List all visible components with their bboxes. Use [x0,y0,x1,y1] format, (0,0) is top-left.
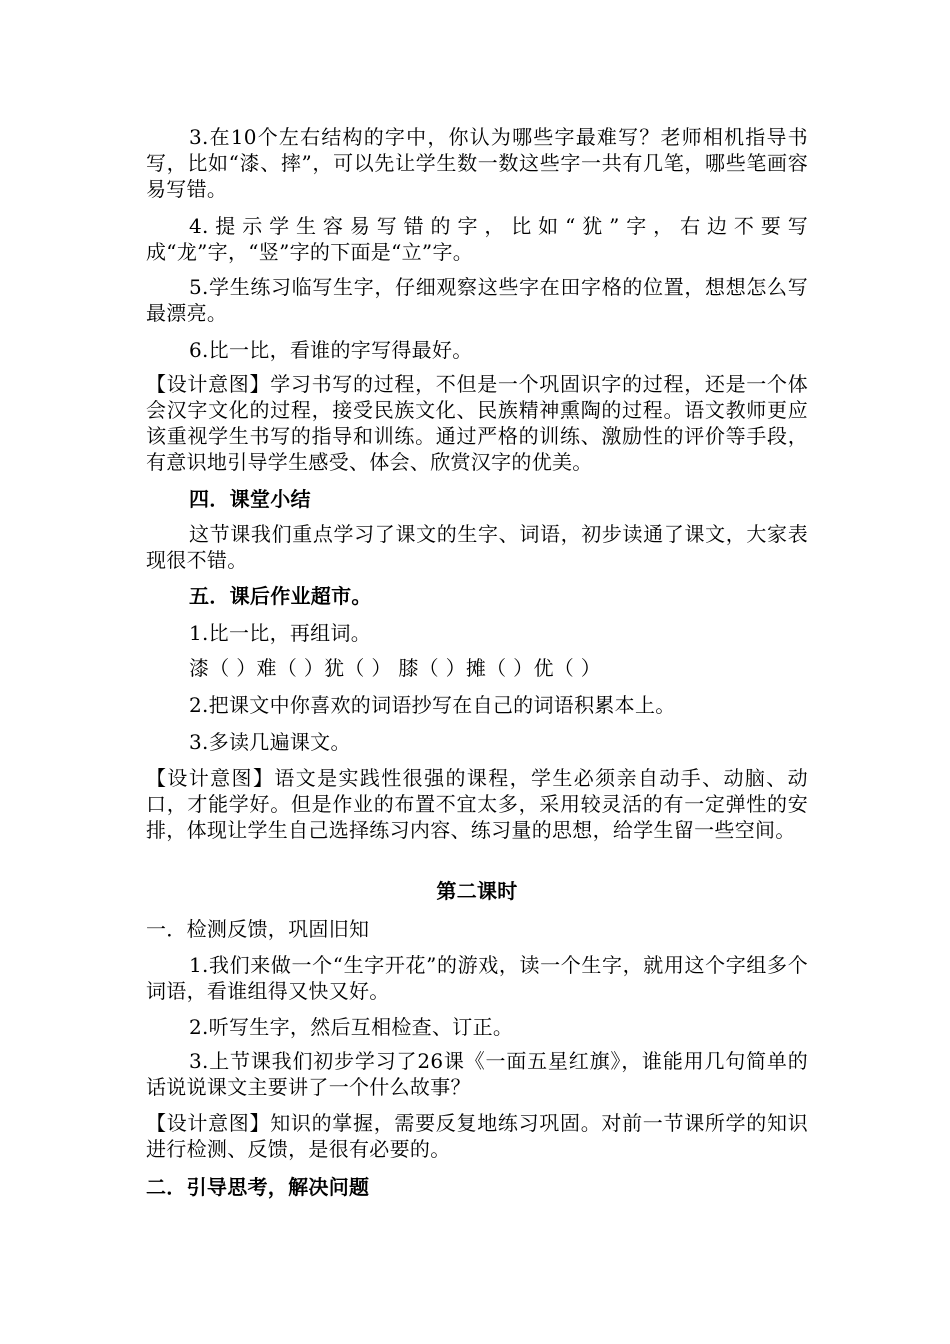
design-intent-paragraph-3: 【设计意图】知识的掌握，需要反复地练习巩固。对前一节课所学的知识进行检测、反馈，是很有必要的。 [146,1111,808,1161]
lesson-two-title: 第二课时 [436,879,518,903]
homework-item-1: 1.比一比，再组词。 [189,621,372,645]
step-5-paragraph: 5.学生练习临写生字，仔细观察这些字在田字格的位置，想想怎么写最漂亮。 [146,275,808,325]
step-6-paragraph: 6.比一比，看谁的字写得最好。 [189,338,473,362]
homework-item-2: 2.把课文中你喜欢的词语抄写在自己的词语积累本上。 [189,693,676,717]
homework-item-3: 3.多读几遍课文。 [189,730,351,754]
summary-paragraph: 这节课我们重点学习了课文的生字、词语，初步读通了课文，大家表现很不错。 [146,522,808,572]
section-heading-review: 一．检测反馈，巩固旧知 [146,917,370,941]
design-intent-paragraph-2: 【设计意图】语文是实践性很强的课程，学生必须亲自动手、动脑、动口，才能学好。但是作业的布置不宜太多，采用较灵活的有一定弹性的安排，体现让学生自己选择练习内容、练习量的思想，给学生留一些空间。 [146,766,808,842]
design-intent-paragraph-1: 【设计意图】学习书写的过程，不但是一个巩固识字的过程，还是一个体会汉字文化的过程，接受民族文化、民族精神熏陶的过程。语文教师更应该重视学生书写的指导和训练。通过严格的训练、激励性的评价等手段，有意识地引导学生感受、体会、欣赏汉字的优美。 [146,372,808,474]
section-heading-summary: 四．课堂小结 [189,487,311,511]
section-heading-guide: 二．引导思考，解决问题 [146,1175,370,1199]
review-item-2: 2.听写生字，然后互相检查、订正。 [189,1015,514,1039]
review-item-3: 3.上节课我们初步学习了26课《一面五星红旗》，谁能用几句简单的话说说课文主要讲了一个什么故事？ [146,1049,808,1099]
word-compare-row: 漆（ ）难（ ）犹（ ） 膝（ ）摊（ ）优（ ） [189,656,602,680]
section-heading-homework: 五．课后作业超市。 [189,584,372,608]
step-3-paragraph: 3.在10个左右结构的字中，你认为哪些字最难写？老师相机指导书写，比如“漆、摔”，可以先让学生数一数这些字一共有几笔，哪些笔画容易写错。 [146,125,808,201]
review-item-1: 1.我们来做一个“生字开花”的游戏，读一个生字，就用这个字组多个词语，看谁组得又快又好。 [146,953,808,1003]
step-4-paragraph: 4.提示学生容易写错的字，比如“犹”字，右边不要写成“龙”字，“竖”字的下面是“立”字。 [146,214,808,264]
